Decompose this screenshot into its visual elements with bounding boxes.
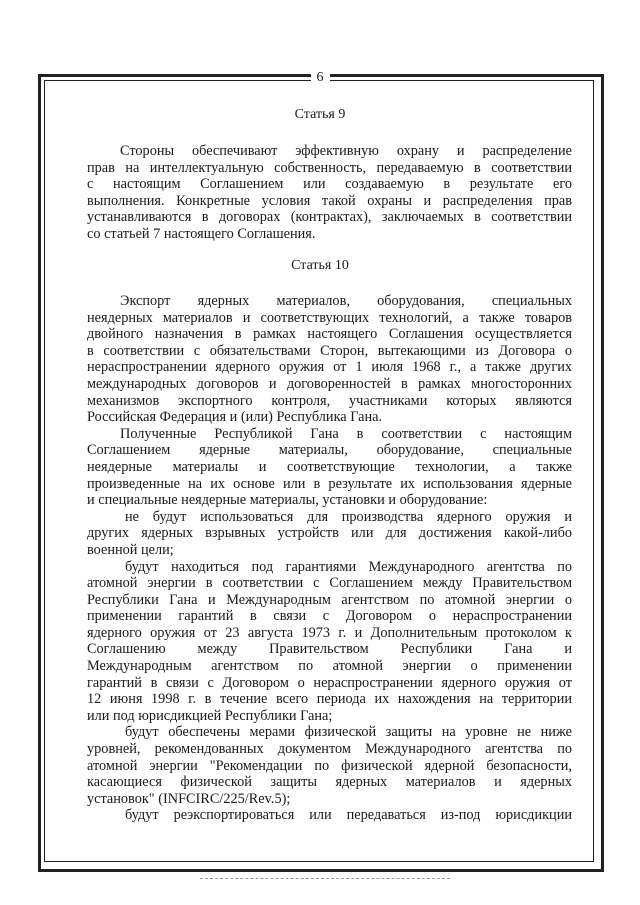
text-line: ядерного оружия от 23 августа 1973 г. и Дополнительным протоколом к	[87, 624, 572, 641]
text-line: механизмов экспортного контроля, участниками которых являются	[87, 392, 572, 409]
text-line: будут находиться под гарантиями Международного агентства по	[125, 558, 572, 575]
text-line: гарантий в связи с Договором о нераспространении ядерного оружия от	[87, 674, 572, 691]
text-line: в соответствии с обязательствами Сторон, вытекающими из Договора о	[87, 342, 572, 359]
text-line: других ядерных взрывных устройств или для достижения какой-либо	[87, 525, 572, 542]
text-line: уровней, рекомендованных документом Международного агентства по	[87, 741, 572, 758]
text-line: Республики Гана и Международным агентством по атомной энергии о	[87, 591, 572, 608]
text-line: атомной энергии "Рекомендации по физической ядерной безопасности,	[87, 757, 572, 774]
text-line: применении гарантий в связи с Договором о нераспространении	[87, 608, 572, 625]
text-line: установок" (INFCIRC/225/Rev.5);	[87, 790, 291, 807]
page-number: 6	[0, 70, 640, 86]
article-9-body	[87, 143, 572, 243]
text-line: Международным агентством по атомной энергии о применении	[87, 658, 572, 675]
text-line: Стороны обеспечивают эффективную охрану и распределение	[120, 143, 572, 159]
article-10-body	[87, 293, 572, 824]
text-line: прав на интеллектуальную собственность, передаваемую в соответствии	[87, 159, 572, 176]
text-line: не будут использоваться для производства ядерного оружия и	[125, 508, 572, 525]
text-line: нераспространении ядерного оружия от 1 июля 1968 г., а также других	[87, 359, 572, 376]
text-line: неядерные материалы и соответствующие технологии, а также	[87, 458, 572, 475]
text-line: и специальные неядерные материалы, установки и оборудование:	[87, 492, 488, 509]
text-line: военной цели;	[87, 541, 174, 558]
text-line: международных договоров и договоренностей в рамках многосторонних	[87, 375, 572, 392]
text-line: будут реэкспортироваться или передаваться из-под юрисдикции	[125, 807, 572, 824]
text-line: или под юрисдикцией Республики Гана;	[87, 707, 333, 724]
text-line: будут обеспечены мерами физической защиты на уровне не ниже	[125, 724, 572, 741]
text-line: Полученные Республикой Гана в соответствии с настоящим	[120, 425, 572, 442]
article-9-heading: Статья 9	[294, 107, 346, 122]
text-line: произведенные на их основе или в результате их использования ядерные	[87, 475, 572, 492]
text-line: атомной энергии в соответствии с Соглашением между Правительством	[87, 575, 572, 592]
text-line: Соглашению между Правительством Республики Гана и	[87, 641, 572, 658]
text-line: двойного назначения в рамках настоящего Соглашения осуществляется	[87, 326, 572, 343]
text-line: касающиеся физической защиты ядерных материалов и ядерных	[87, 774, 572, 791]
text-line: Российская Федерация и (или) Республика Гана.	[87, 409, 383, 426]
text-line: устанавливаются в договорах (контрактах), заключаемых в соответствии	[87, 209, 572, 226]
text-line: выполнения. Конкретные условия такой охраны и распределения прав	[87, 192, 572, 209]
text-line: Экспорт ядерных материалов, оборудования, специальных	[120, 293, 572, 309]
text-line: со статьей 7 настоящего Соглашения.	[87, 225, 316, 242]
text-line: 12 июня 1998 г. в течение всего периода их нахождения на территории	[87, 691, 572, 708]
text-line: Соглашением ядерные материалы, оборудование, специальные	[87, 442, 572, 459]
scan-artifact-line	[200, 878, 450, 879]
text-line: неядерных материалов и соответствующих технологий, а также товаров	[87, 309, 572, 326]
text-line: с настоящим Соглашением или создаваемую в результате его	[87, 176, 572, 193]
article-10-heading: Статья 10	[291, 258, 349, 273]
